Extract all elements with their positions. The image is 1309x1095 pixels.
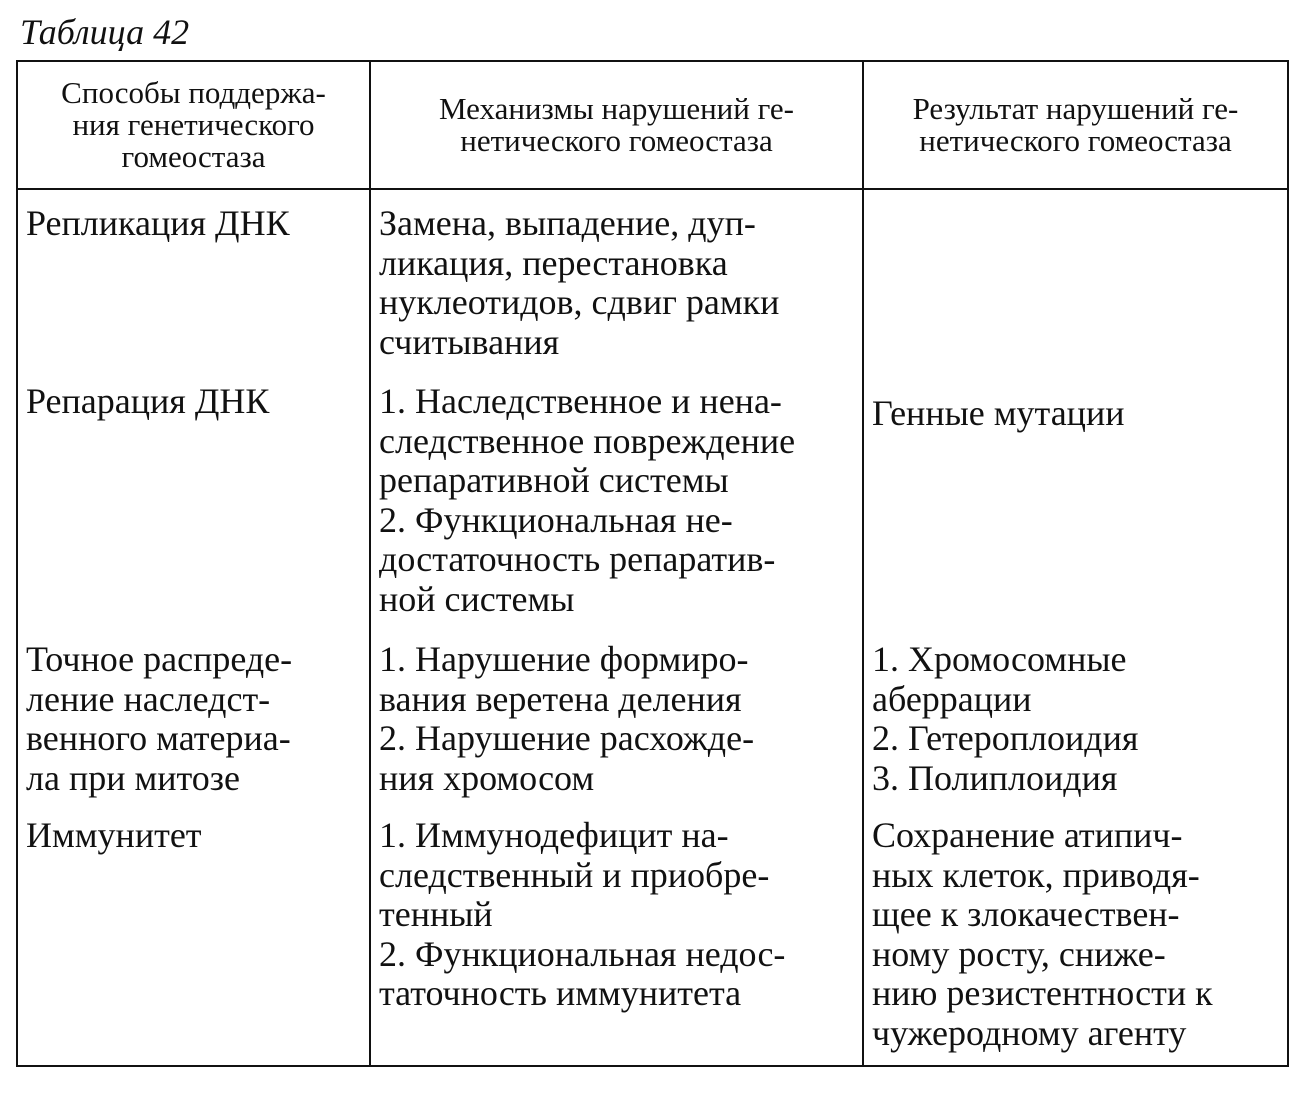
- header-cell-results: [863, 61, 1288, 189]
- method-mitosis-distribution: Точное распреде- ление наследст- венного материа- ла при митозе: [26, 639, 293, 798]
- header-results-text: Результат нарушений ге- нетического гомеостаза: [912, 91, 1239, 158]
- result-atypical-cells: Сохранение атипич- ных клеток, приводя- щее к злокачествен- ному росту, сниже- нию резистентности к чужеродному агенту: [872, 815, 1213, 1053]
- column-mechanisms: [370, 189, 863, 1066]
- mechanism-immunity: 1. Иммунодефицит на- следственный и приобре- тенный 2. Функциональная недос- таточность иммунитета: [379, 815, 786, 1013]
- mechanism-repair: 1. Наследственное и нена- следственное повреждение репаративной системы 2. Функциональная не- достаточность репаратив- ной системы: [379, 381, 796, 619]
- method-replication: Репликация ДНК: [26, 203, 290, 243]
- header-cell-mechanisms: [370, 61, 863, 189]
- header-cell-methods: [17, 61, 370, 189]
- mechanism-replication: Замена, выпадение, дуп- ликация, перестановка нуклеотидов, сдвиг рамки считывания: [379, 203, 780, 362]
- table-caption: Таблица 42: [20, 12, 190, 52]
- table-body-row: [17, 189, 1288, 1066]
- header-methods-text: Способы поддержа- ния генетического гомеостаза: [61, 75, 326, 174]
- header-mechanisms-text: Механизмы нарушений ге- нетического гомеостаза: [438, 91, 795, 158]
- result-gene-mutations: Генные мутации: [872, 393, 1125, 433]
- homeostasis-table: [16, 60, 1289, 1067]
- result-chromosomal: 1. Хромосомные аберрации 2. Гетероплоидия 3. Полиплоидия: [872, 639, 1139, 798]
- column-methods: [17, 189, 370, 1066]
- mechanism-mitosis: 1. Нарушение формиро- вания веретена деления 2. Нарушение расхожде- ния хромосом: [379, 639, 755, 798]
- table-header-row: [17, 61, 1288, 189]
- method-repair: Репарация ДНК: [26, 381, 270, 421]
- column-results: [863, 189, 1288, 1066]
- method-immunity: Иммунитет: [26, 815, 202, 855]
